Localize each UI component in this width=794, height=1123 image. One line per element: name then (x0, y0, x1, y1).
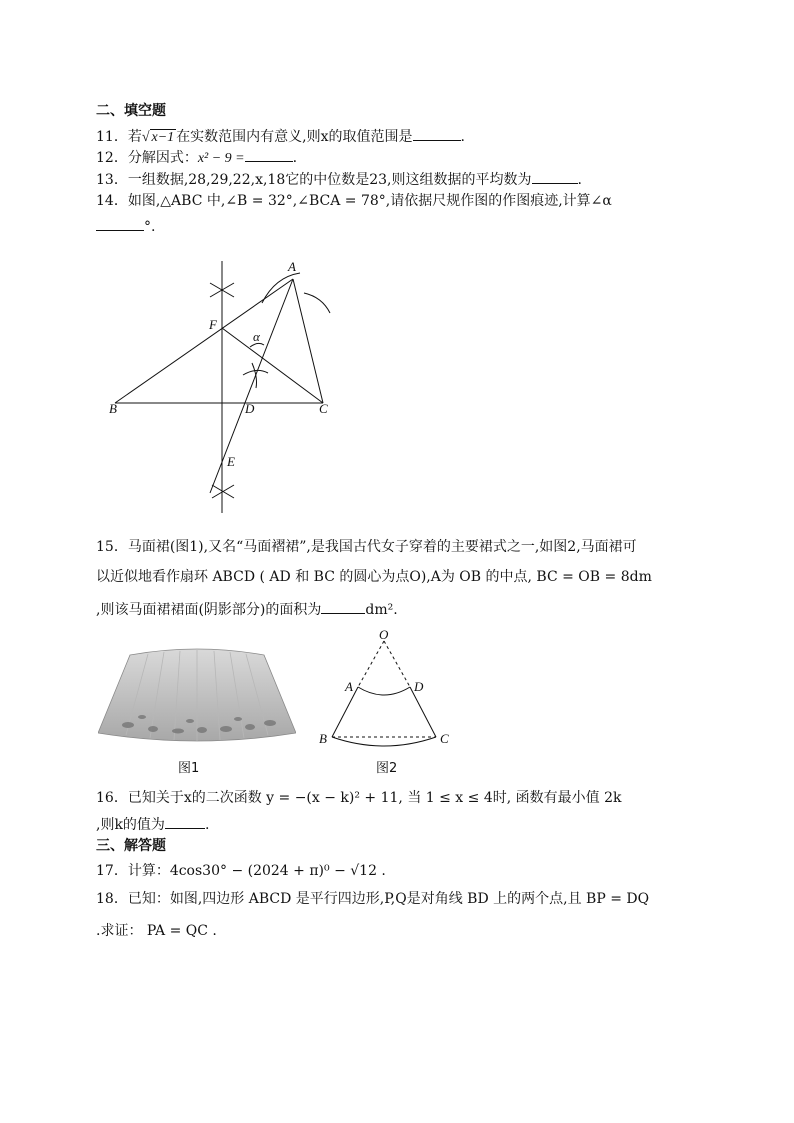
radius-OD-dashed (384, 641, 410, 687)
radicand: x−1 (151, 130, 175, 145)
question-14: 14．如图,△ABC 中,∠B = 32°,∠BCA = 78°,请依据尺规作图的作图痕迹,计算∠α (96, 193, 612, 209)
skirt-photo (98, 645, 296, 745)
segment-DC (410, 687, 436, 737)
answer-blank (245, 147, 293, 162)
label-D: D (414, 679, 424, 694)
answer-blank (413, 126, 461, 141)
question-18-line-1: 18．已知：如图,四边形 ABCD 是平行四边形,P,Q是对角线 BD 上的两个点,且 BP = DQ (96, 891, 650, 907)
question-17: 17．计算：4cos30° − (2024 + π)⁰ − √12 . (96, 863, 386, 879)
answer-blank (165, 814, 205, 829)
radius-OA-dashed (358, 641, 384, 687)
question-14-blank-line: °. (96, 216, 155, 237)
construction-arc (304, 293, 330, 313)
construction-arc (262, 273, 300, 303)
label-F: F (209, 317, 217, 332)
section-solve-title: 三、解答题 (96, 838, 166, 854)
figure-2-caption: 图2 (376, 761, 398, 776)
label-O: O (379, 627, 389, 642)
question-15-line-2: 以近似地看作扇环 ABCD ( AD 和 BC 的圆心为点O),A为 OB 的中点, BC = OB = 8dm (96, 569, 652, 585)
annular-sector-figure (312, 627, 462, 752)
label-E: E (227, 454, 235, 469)
answer-blank (96, 216, 144, 231)
arc-AD (358, 687, 410, 695)
label-C: C (319, 401, 328, 416)
label-B: B (319, 731, 327, 746)
question-15-line-3: ,则该马面裙裙面(阴影部分)的面积为 dm². (96, 599, 398, 620)
question-11: 11．若√ x−1 在实数范围内有意义,则x的取值范围是 . (96, 126, 465, 148)
question-13: 13．一组数据,28,29,22,x,18它的中位数是23,则这组数据的平均数为 . (96, 169, 582, 190)
label-alpha: α (253, 329, 260, 344)
section-fill-in-title: 二、填空题 (96, 103, 166, 119)
label-B: B (109, 401, 117, 416)
segment-AB (332, 687, 358, 737)
sqrt-symbol: √ (141, 130, 150, 145)
question-16-line-1: 16．已知关于x的二次函数 y = −(x − k)² + 11, 当 1 ≤ x ≤ 4时, 函数有最小值 2k (96, 790, 622, 806)
label-D: D (245, 401, 255, 416)
question-15-line-1: 15．马面裙(图1),又名“马面褶裙”,是我国古代女子穿着的主要裙式之一,如图2,马面裙可 (96, 539, 637, 555)
label-C: C (440, 731, 449, 746)
triangle-construction-figure (100, 255, 340, 520)
answer-blank (321, 599, 365, 614)
segment-BA (115, 279, 293, 403)
figure-1-caption: 图1 (178, 761, 200, 776)
answer-blank (532, 169, 578, 184)
label-A: A (288, 259, 296, 274)
question-18-line-2: .求证： PA = QC . (96, 923, 217, 939)
label-A: A (345, 679, 353, 694)
question-12: 12．分解因式：x² − 9 = . (96, 147, 297, 169)
question-16-line-2: ,则k的值为 . (96, 814, 209, 835)
arc-BC (332, 737, 436, 746)
